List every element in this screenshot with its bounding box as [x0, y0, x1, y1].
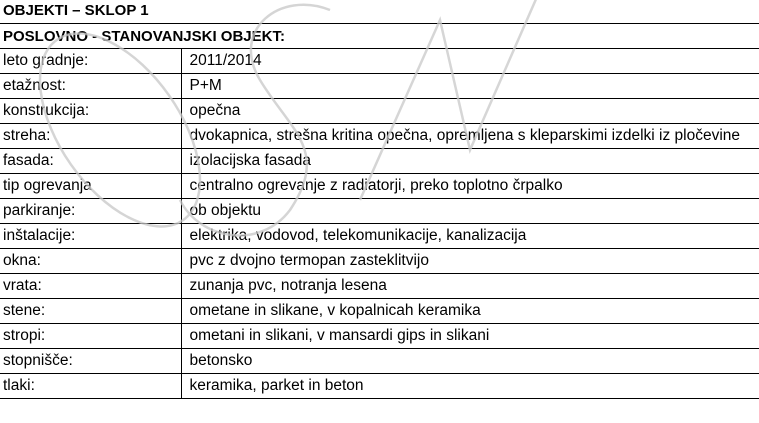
table-row: [0, 224, 759, 249]
table-row: [0, 349, 759, 374]
row-label: konstrukcija:: [0, 99, 181, 124]
row-label: vrata:: [0, 274, 181, 299]
table-row: [0, 274, 759, 299]
row-label: leto gradnje:: [0, 49, 181, 74]
spec-table: [0, 49, 759, 399]
row-value: ometani in slikani, v mansardi gips in slikani: [181, 324, 759, 349]
row-value: izolacijska fasada: [181, 149, 759, 174]
table-row: [0, 149, 759, 174]
spec-table-body: [0, 49, 759, 399]
row-label: tip ogrevanja: [0, 174, 181, 199]
row-label: okna:: [0, 249, 181, 274]
table-row: [0, 324, 759, 349]
row-value: ob objektu: [181, 199, 759, 224]
row-value: pvc z dvojno termopan zasteklitvijo: [181, 249, 759, 274]
table-row: [0, 174, 759, 199]
table-row: [0, 199, 759, 224]
row-value: zunanja pvc, notranja lesena: [181, 274, 759, 299]
table-row: [0, 374, 759, 399]
document-title: OBJEKTI – SKLOP 1: [0, 0, 759, 24]
row-label: fasada:: [0, 149, 181, 174]
row-value: opečna: [181, 99, 759, 124]
table-row: [0, 249, 759, 274]
table-row: [0, 299, 759, 324]
row-label: stene:: [0, 299, 181, 324]
row-label: inštalacije:: [0, 224, 181, 249]
table-row: [0, 74, 759, 99]
row-value: keramika, parket in beton: [181, 374, 759, 399]
row-value: dvokapnica, strešna kritina opečna, opremljena s kleparskimi izdelki iz pločevine: [181, 124, 759, 149]
row-value: 2011/2014: [181, 49, 759, 74]
row-label: tlaki:: [0, 374, 181, 399]
row-label: parkiranje:: [0, 199, 181, 224]
table-row: [0, 99, 759, 124]
row-value: P+M: [181, 74, 759, 99]
row-label: streha:: [0, 124, 181, 149]
row-value: betonsko: [181, 349, 759, 374]
object-heading: POSLOVNO - STANOVANJSKI OBJEKT:: [0, 24, 759, 49]
table-row: [0, 124, 759, 149]
row-value: centralno ogrevanje z radiatorji, preko toplotno črpalko: [181, 174, 759, 199]
row-label: stopnišče:: [0, 349, 181, 374]
row-value: elektrika, vodovod, telekomunikacije, kanalizacija: [181, 224, 759, 249]
row-label: etažnost:: [0, 74, 181, 99]
row-value: ometane in slikane, v kopalnicah keramika: [181, 299, 759, 324]
row-label: stropi:: [0, 324, 181, 349]
table-row: [0, 49, 759, 74]
